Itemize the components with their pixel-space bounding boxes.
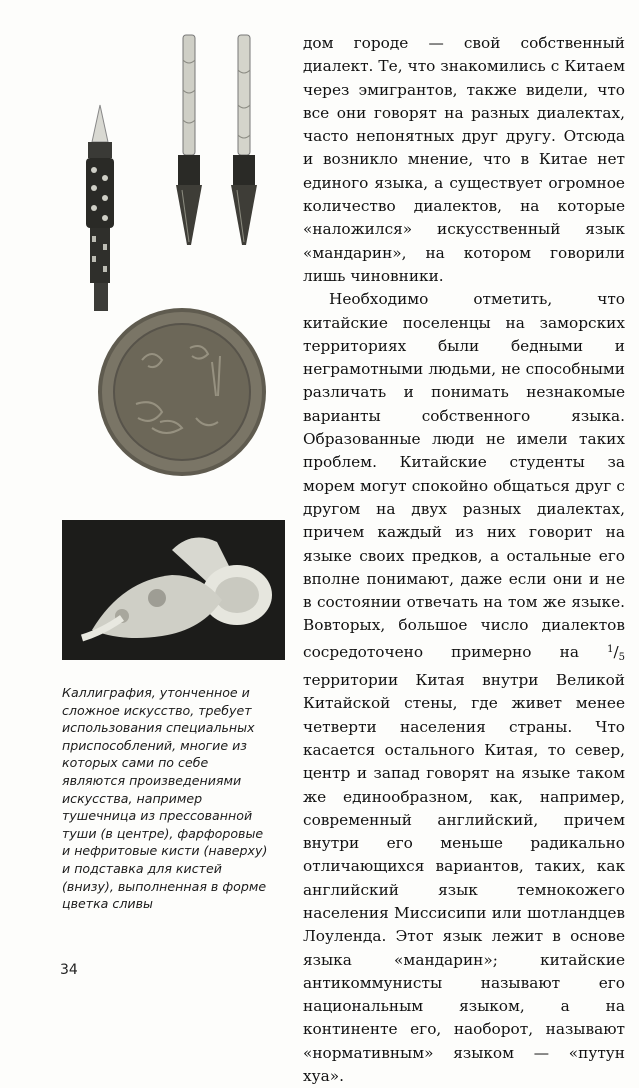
fraction-denominator: 5 [618, 651, 625, 663]
porcelain-brush [176, 35, 202, 245]
brush-rest-photo [62, 520, 285, 660]
paragraph-1: дом городе — свой собственный диалект. Те, что знакомились с Китаем через эмигрантов, также видели, что все они говорят на разных диалектах, часто непонятных друг другу. Отсюда и возникло мнение, что в Китае нет единого языка, а существует огромное количество диалектов, на которые «наложился» искусственный язык «мандарин», на котором говорили лишь чиновники. [303, 34, 625, 285]
inkstone-illustration [92, 300, 272, 490]
jade-brush [231, 35, 257, 245]
ornate-brush [86, 105, 114, 311]
paragraph-2-part-2: территории Китая внутри Великой Китайской стены, где живет менее четверти населения страны. Что касается остального Китая, то север, центр и запад говорят на языке таком же единообразном, как, например, современный английский, причем внутри его меньше радикально отличающихся вариантов, таких, как английский язык темнокожего населения Миссисипи или шотландцев Лоуленда. Этот язык лежит в основе языка «мандарин»; китайские антикоммунисты называют его национальным языком, а на континенте его, наоборот, называют «нормативным» языком — «путун хуа». [303, 671, 625, 1086]
page-number: 34 [60, 962, 78, 978]
illustration-caption: Каллиграфия, утонченное и сложное искусство, требует использования специальных приспособлений, многие из которых сами по себе являются произведениями искусства, например тушечница из прессованной туши (в центре), фарфоровые и нефритовые кисти (наверху) и подставка для кистей (внизу), выполненная в форме цветка сливы [62, 685, 268, 912]
fraction-one-fifth [607, 643, 625, 661]
brushes-illustration [70, 30, 275, 320]
body-text [303, 32, 625, 1088]
fraction-slash: / [613, 642, 619, 661]
paragraph-2 [303, 288, 625, 1088]
fraction-numerator: 1 [607, 643, 614, 655]
paragraph-2-part-1: Необходимо отметить, что китайские поселенцы на заморских территориях были бедными и неграмотными людьми, не способными различать и понимать незнакомые варианты собственного языка. Образованные люди не имели таких проблем. Китайские студенты за морем могут спокойно общаться друг с другом на двух разных диалектах, причем каждый из них говорит на языке своих предков, а остальные его вполне понимают, даже если они и не в состоянии отвечать на том же языке. Вовторых, большое число диалектов сосредоточено примерно на [303, 290, 625, 661]
